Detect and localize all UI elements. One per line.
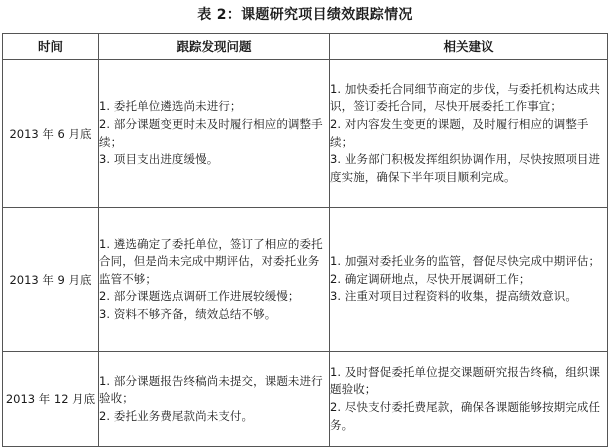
advice-item: 2. 尽快支付委托费尾款，确保各课题能够按期完成任务。 [330,400,601,432]
time-cell: 2013 年 6 月底 [3,60,99,208]
header-row [3,34,608,60]
issue-item: 3. 资料不够齐备，绩效总结不够。 [99,306,277,321]
table-row [3,60,608,208]
advice-item: 1. 加快委托合同细节商定的步伐，与委托机构达成共识，签订委托合同，尽快开展委托工作事宜； [330,81,601,114]
advice-cell [330,352,608,447]
advice-cell [330,208,608,352]
issue-item: 1. 委托单位遴选尚未进行； [99,99,242,114]
advice-cell [330,60,608,208]
time-cell: 2013 年 12 月底 [3,352,99,447]
issues-cell [99,352,330,447]
advice-item: 3. 业务部门积极发挥组织协调作用，尽快按照项目进度实施，确保下半年项目顺利完成。 [330,152,601,184]
advice-item: 2. 对内容发生变更的课题，及时履行相应的调整手续； [330,116,589,149]
issue-item: 2. 部分课题选点调研工作进展较缓慢； [99,289,300,304]
issue-item: 2. 委托业务费尾款尚未支付。 [99,408,254,423]
issues-cell [99,208,330,352]
advice-item: 2. 确定调研地点，尽快开展调研工作； [330,271,531,286]
header-advice: 相关建议 [330,34,608,60]
issue-item: 2. 部分课题变更时未及时履行相应的调整手续； [99,116,323,149]
header-time: 时间 [3,34,99,60]
issue-item: 1. 遴选确定了委托单位，签订了相应的委托合同，但是尚未完成中期评估，对委托业务监管不够； [99,236,323,286]
advice-item: 3. 注重对项目过程资料的收集，提高绩效意识。 [330,289,577,304]
issue-item: 3. 项目支出进度缓慢。 [99,152,219,167]
advice-item: 1. 及时督促委托单位提交课题研究报告终稿，组织课题验收； [330,364,601,397]
table-row [3,352,608,447]
issue-item: 1. 部分课题报告终稿尚未提交，课题未进行验收； [99,373,323,406]
issues-cell [99,60,330,208]
advice-item: 1. 加强对委托业务的监管，督促尽快完成中期评估； [330,254,601,269]
time-cell: 2013 年 9 月底 [3,208,99,352]
table-title: 表 2：课题研究项目绩效跟踪情况 [197,7,413,23]
header-issues: 跟踪发现问题 [99,34,330,60]
performance-tracking-table [2,33,608,447]
table-row [3,208,608,352]
